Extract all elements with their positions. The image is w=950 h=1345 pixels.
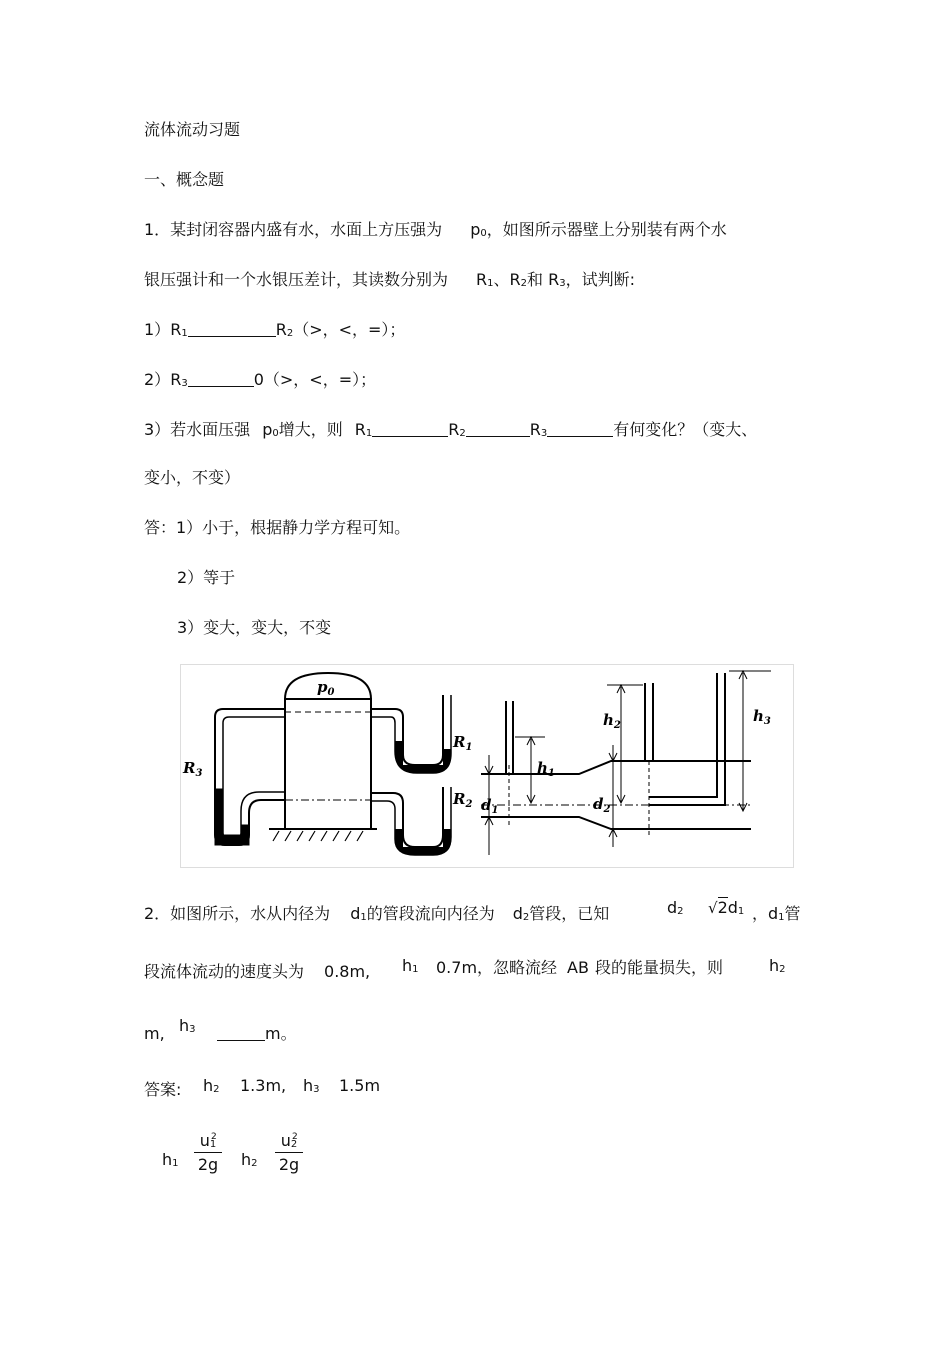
h-letter: h [179,1016,190,1035]
r2-symbol: R [275,320,287,339]
answer1-line2: 2）等于 [177,568,236,587]
r3-tube-outer [215,709,285,845]
zero-value: 0 [253,370,264,389]
r3-subscript: 3 [181,378,188,389]
u-letter: u [280,1131,291,1150]
q2-line2 [144,962,370,982]
label-h2: $h_2$ [603,711,621,731]
q2-text: m, [144,1024,165,1043]
sub-prefix: 2） [144,370,171,389]
and-word: 和 [527,270,544,289]
answer2-h2 [203,1076,220,1100]
r1-symbol: R [354,420,366,439]
r3-mercury-left [215,789,223,839]
fraction-u2 [275,1130,303,1177]
d1-symbol: d [727,898,738,917]
h2-subscript: 2 [213,1084,220,1095]
label-r1: $R_1$ [453,733,473,753]
answer-blank [466,421,530,437]
numerator [275,1130,303,1153]
pipe-upper-wall [481,761,751,774]
square-exponent: 2 [292,1132,298,1142]
denominator: 2g [197,1155,219,1174]
h1-subscript: 1 [172,1158,179,1169]
q1-sub2 [144,370,376,394]
pipe-diagram [481,671,771,855]
vessel-diagram [215,673,451,855]
sqrt2-d1-expression [708,898,744,922]
sub-suffix: 有何变化？（变大、 [613,420,758,439]
q2-line3 [144,1024,165,1044]
label-h1: $h_1$ [537,759,555,779]
numerator [194,1130,222,1153]
comma: , [281,1076,287,1095]
q1-text: ，试判断: [565,270,636,289]
p0-subscript: 0 [272,428,279,439]
sub-prefix: 1） [144,320,171,339]
h2-subscript: 2 [779,964,786,975]
ab-label: AB [567,958,589,977]
denominator: 2g [278,1155,300,1174]
d1-symbol: d [768,904,779,923]
r1-subscript: 1 [487,278,494,289]
h1-subscript: 1 [412,964,419,975]
label-r2: $R_2$ [453,790,473,810]
r3-subscript: 3 [559,278,566,289]
answer-blank [188,321,276,337]
q2-text: m。 [265,1024,297,1043]
q2-text: ， [752,904,769,923]
d2-subscript: 2 [677,906,684,917]
answer-blank [547,421,613,437]
sqrt-symbol: √ [708,899,718,917]
figure-diagram [180,664,794,868]
h1-value: 0.7m [436,958,478,977]
d2-subscript: 2 [522,912,530,923]
u2-subscript: 2 [290,1139,298,1150]
sub-suffix: （>，<，=）； [263,370,377,389]
label-p0: $p_0$ [317,678,335,698]
label-d2: $d_2$ [593,795,611,815]
q2-text: 段的能量损失，则 [594,958,723,977]
ground-hatch [273,831,363,841]
pipe-lower-wall [481,817,751,829]
r1-tube-inner [371,695,451,773]
r2-subscript: 2 [520,278,528,289]
p0-symbol: p [470,220,481,239]
q1-sub1 [144,320,405,344]
velocity-head-value: 0.8m, [324,962,371,981]
r2-symbol: R [448,420,460,439]
d2-symbol: d [512,904,523,923]
fraction-u1 [194,1130,222,1177]
u1-subscript: 1 [209,1139,217,1150]
answer2-h3-value: 1.5m [339,1076,381,1095]
vessel-body [285,699,371,829]
answer-blank [217,1025,265,1041]
label-d1: $d_1$ [481,796,499,816]
answer1-line3: 3）变大，变大，不变 [177,618,332,637]
h-letter: h [241,1150,252,1169]
q2-text: 管 [784,904,801,923]
q1-line1 [144,220,727,244]
r3-tube-inner [223,717,285,837]
label-h3: $h_3$ [753,707,771,727]
answer2-label: 答案: [144,1080,182,1099]
eq-h1 [162,1150,179,1174]
r1-subscript: 1 [365,428,373,439]
q2-line1-end [752,904,801,928]
r2-subscript: 2 [286,328,294,339]
square-exponent: 2 [211,1132,217,1142]
h3-subscript: 3 [313,1084,320,1095]
q2-text: 2．如图所示，水从内径为 [144,904,331,923]
r3-mercury-right [241,825,249,839]
h-letter: h [303,1076,314,1095]
d1-symbol: d [350,904,361,923]
q2-text: 管段，已知 [529,904,610,923]
q1-text: ，如图所示器壁上分别装有两个水 [486,220,727,239]
q1-text: 1．某封闭容器内盛有水，水面上方压强为 [144,220,443,239]
r3-subscript: 3 [540,428,548,439]
r3-symbol: R [548,270,560,289]
q2-text: 段流体流动的速度头为 [144,962,305,981]
eq-h2 [241,1150,258,1174]
h3-symbol [179,1016,196,1040]
sqrt-radicand: 2 [717,898,728,917]
separator: 、 [493,270,510,289]
pitot-tube-inner [649,673,725,805]
q1-sub3-line2: 变小，不变） [144,468,241,487]
h2-symbol [769,956,786,980]
h1-symbol [402,956,419,980]
pitot-tube-outer [649,673,717,797]
r2-tube-outer [371,787,443,847]
d1-subscript: 1 [360,912,367,923]
q2-line1 [144,904,609,928]
answer1-line1: 答：1）小于，根据静力学方程可知。 [144,518,411,537]
q2-line3-b [217,1024,297,1044]
sub-mid: 增大，则 [278,420,343,439]
p0-symbol: p [262,420,273,439]
d1-subscript: 1 [778,912,785,923]
answer2-h3 [303,1076,320,1100]
r3-symbol: R [529,420,541,439]
section-heading: 一、概念题 [144,170,225,189]
d2-symbol: d [667,898,678,917]
r1-subscript: 1 [181,328,188,339]
r1-symbol: R [476,270,488,289]
label-r3: $R_3$ [183,759,203,779]
answer-blank [372,421,448,437]
q2-text: ，忽略流经 [477,958,558,977]
h2-subscript: 2 [251,1158,258,1169]
d2-equation-symbol [667,898,684,922]
answer2-h2-value [240,1076,286,1096]
r2-symbol: R [509,270,521,289]
q1-text: 银压强计和一个水银压差计，其读数分别为 [144,270,449,289]
answer-blank [188,371,254,387]
sub-prefix: 3）若水面压强 [144,420,251,439]
h-letter: h [769,956,780,975]
q1-sub3 [144,420,757,444]
p0-subscript: 0 [480,228,487,239]
h-letter: h [203,1076,214,1095]
sub-suffix: （>，<，=）； [293,320,406,339]
q1-line2 [144,270,635,294]
h2-value: 1.3m [240,1076,282,1095]
manometer-and-pipe-diagram [181,665,793,867]
h3-subscript: 3 [189,1024,196,1035]
r1-tube-outer [371,695,443,765]
q2-text: 的管段流向内径为 [366,904,495,923]
page-title: 流体流动习题 [144,120,241,139]
r3-symbol: R [170,370,182,389]
h-letter: h [162,1150,173,1169]
u-letter: u [199,1131,210,1150]
r1-symbol: R [170,320,182,339]
r2-subscript: 2 [459,428,466,439]
d1-subscript: 1 [737,906,745,917]
h-letter: h [402,956,413,975]
q2-line2-b [436,958,723,978]
